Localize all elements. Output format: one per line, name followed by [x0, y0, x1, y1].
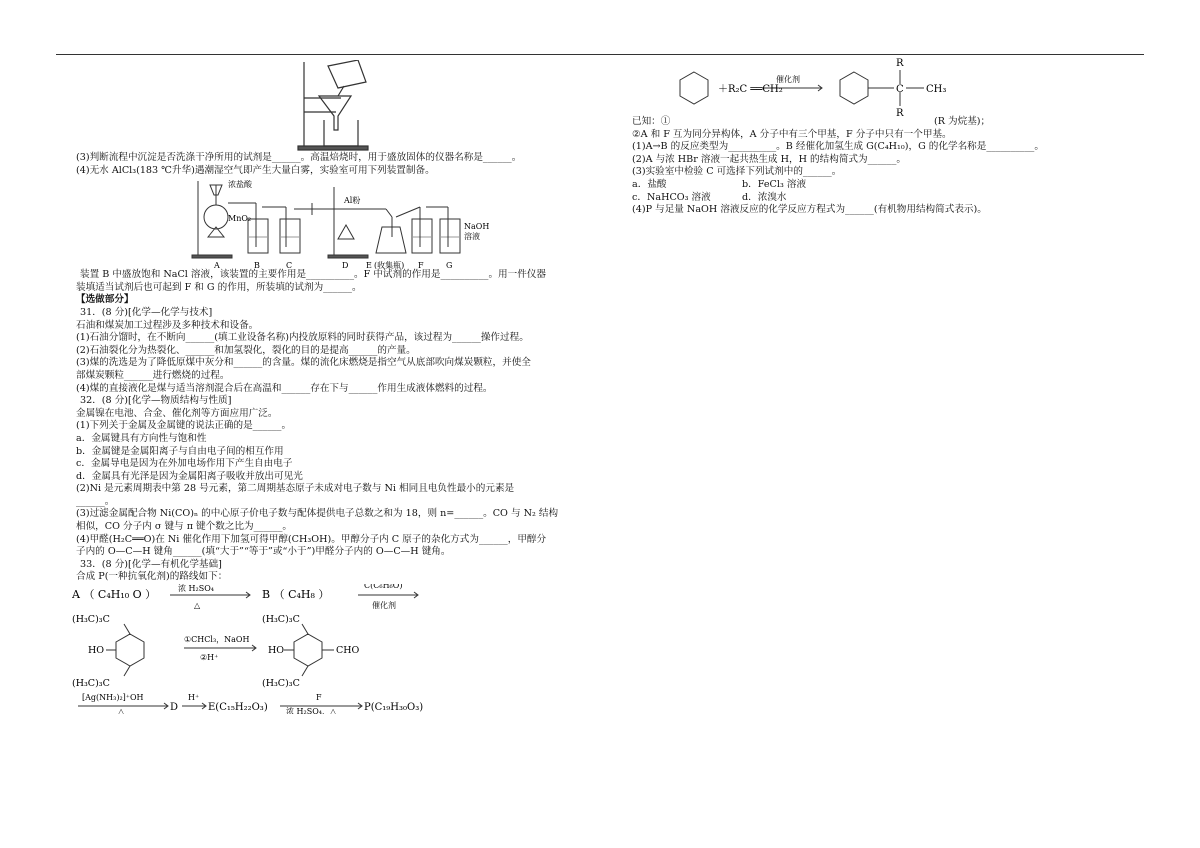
cho-label: CHO — [336, 645, 360, 657]
compound-b: B （ C₄H₈ ） — [262, 588, 330, 602]
elective-section-heading: 【选做部分】 — [76, 294, 134, 306]
right-q4: (4)P 与足量 NaOH 溶液反应的化学反应方程式为______(有机物用结构简式表示)。 — [632, 204, 987, 216]
q33-title: 33．(8 分)[化学—有机化学基础] — [80, 558, 222, 570]
q31-part2: (2)石油裂化分为热裂化、______和加氢裂化，裂化的目的是提高______的产量。 — [76, 344, 416, 356]
reagent-h-plus-2: H⁺ — [188, 693, 200, 703]
tbu-upper-1: (H₃C)₃C — [72, 614, 110, 626]
known-line2: ②A 和 F 互为同分异构体，A 分子中有三个甲基，F 分子中只有一个甲基。 — [632, 128, 952, 140]
q32-part3-line1: (3)过滤金属配合物 Ni(CO)ₙ 的中心原子价电子数与配体提供电子总数之和为 18，则 n=______。CO 与 N₂ 结构 — [76, 508, 559, 520]
reagent-tollens: [Ag(NH₃)₂]⁺OH — [82, 693, 144, 703]
q32-intro: 金属镍在电池、合金、催化剂等方面应用广泛。 — [76, 407, 278, 419]
q32-part4-line1: (4)甲醛(H₂C══O)在 Ni 催化作用下加氢可得甲醇(CH₃OH)。甲醇分子内 C 原子的杂化方式为______，甲醇分 — [76, 533, 547, 545]
q32-part2-line2: ______。 — [76, 495, 115, 507]
right-column — [632, 56, 1132, 217]
reagent-conc-h2so4-heat: 浓 H₂SO₄，△ — [286, 707, 337, 715]
q32-title: 32．(8 分)[化学—物质结构与性质] — [80, 395, 232, 407]
collector-label: (收集瓶) — [374, 261, 405, 270]
apparatus-letter-a: A — [214, 261, 220, 270]
q31-part4: (4)煤的直接液化是煤与适当溶剂混合后在高温和______存在下与______作用生成液体燃料的过程。 — [76, 382, 493, 394]
alcl3-apparatus-drawing — [76, 177, 596, 269]
apparatus-letter-e: E — [366, 261, 372, 270]
q32-option-d: d．金属具有光泽是因为金属阳离子吸收并放出可见光 — [76, 470, 303, 482]
tbu-lower-1: (H₃C)₃C — [72, 678, 110, 690]
synthesis-scheme-drawing — [72, 584, 592, 714]
apparatus-letter-g: G — [446, 261, 453, 270]
tbu-upper-2: (H₃C)₃C — [262, 614, 300, 626]
q31-intro: 石油和煤炭加工过程涉及多种技术和设备。 — [76, 319, 259, 331]
conc-hcl-label: 浓盐酸 — [228, 180, 252, 190]
compound-a: A （ C₄H₁₀ O ） — [72, 588, 157, 602]
quaternary-carbon: C — [896, 84, 904, 95]
known-catalyst-label: 催化剂 — [776, 75, 800, 84]
ho-label-2: HO — [268, 645, 285, 657]
question-4b-line2: 装填适当试剂后也可起到 F 和 G 的作用，所装填的试剂为______。 — [76, 281, 362, 293]
apparatus-letter-f: F — [418, 261, 424, 270]
header-rule — [56, 54, 1144, 55]
q32-option-c: c．金属导电是因为在外加电场作用下产生自由电子 — [76, 458, 293, 470]
known-line1 — [632, 116, 1132, 129]
filtration-apparatus-drawing — [76, 60, 596, 152]
right-q3-options-cd — [632, 192, 1132, 205]
right-q3-options-ab — [632, 179, 1132, 192]
question-4: (4)无水 AlCl₃(183 ℃升华)遇潮湿空气即产生大量白雾，实验室可用下列装置制备。 — [76, 164, 435, 176]
reagent-chcl3-naoh: ①CHCl₃，NaOH — [184, 635, 250, 645]
reagent-c: C(C₆H₆O) — [364, 584, 403, 591]
reagent-h-plus: ②H⁺ — [200, 653, 219, 663]
mno2-label: MnO₂ — [228, 214, 252, 224]
question-3: (3)判断流程中沉淀是否洗涤干净所用的试剂是______。高温焙烧时，用于盛放固体的仪器名称是______。 — [76, 152, 522, 163]
right-q3-option-a: a．盐酸 — [632, 178, 667, 190]
r-alkyl-note: (R 为烷基)； — [934, 116, 991, 127]
al-powder-label: Al粉 — [344, 196, 361, 206]
right-q1: (1)A→B 的反应类型为__________。B 经催化加氢生成 G(C₄H₁₀)，G 的化学名称是__________。 — [632, 141, 1044, 153]
right-q3-option-b: b．FeCl₃ 溶液 — [742, 178, 807, 190]
left-column — [72, 60, 596, 715]
q31-part3-line1: (3)煤的洗选是为了降低原煤中灰分和______的含量。煤的流化床燃烧是指空气从底部吹向煤炭颗粒，并使全 — [76, 357, 531, 369]
ho-label-1: HO — [88, 645, 105, 657]
heat-symbol-1: △ — [194, 601, 201, 611]
naoh-label: NaOH — [464, 222, 490, 232]
right-q3-option-c: c．NaHCO₃ 溶液 — [632, 191, 711, 203]
synthesis-scheme — [72, 584, 596, 714]
catalyst-label: 催化剂 — [372, 601, 396, 611]
substituent-r-bottom: R — [896, 108, 904, 116]
tbu-lower-2: (H₃C)₃C — [262, 678, 300, 690]
reactant-alkene: ＋R₂C ══CH₂ — [718, 84, 783, 95]
q31-part3-line2: 部煤炭颗粒______进行燃烧的过程。 — [76, 369, 230, 381]
known-reaction-drawing — [632, 56, 1132, 116]
methyl-label: CH₃ — [926, 84, 947, 95]
q31-part1: (1)石油分馏时，在不断向______(填工业设备名称)内投放原料的同时获得产品，该过程为______操作过程。 — [76, 332, 529, 344]
q32-part4-line2: 子内的 O—C—H 键角______(填“大于”“等于”或“小于”)甲醛分子内的 O—C—H 键角。 — [76, 546, 451, 558]
alcl3-apparatus-figure — [76, 177, 596, 269]
apparatus-letter-d: D — [342, 261, 349, 270]
q32-part1: (1)下列关于金属及金属键的说法正确的是______。 — [76, 420, 292, 432]
q32-option-b: b．金属键是金属阳离子与自由电子间的相互作用 — [76, 445, 284, 457]
right-q3: (3)实验室中检验 C 可选择下列试剂中的______。 — [632, 166, 842, 178]
reagent-conc-h2so4: 浓 H₂SO₄ — [178, 584, 214, 594]
right-q2: (2)A 与浓 HBr 溶液一起共热生成 H，H 的结构简式为______。 — [632, 153, 906, 165]
filtration-apparatus-figure — [76, 60, 596, 152]
known-reaction-equation — [632, 56, 1132, 116]
q33-intro: 合成 P(一种抗氧化剂)的路线如下： — [76, 571, 228, 583]
q32-part3-line2: 相似，CO 分子内 σ 键与 π 键个数之比为______。 — [76, 521, 292, 533]
heat-symbol-2: △ — [118, 707, 125, 715]
q32-option-a: a．金属键具有方向性与饱和性 — [76, 432, 207, 444]
q32-part2-line1: (2)Ni 是元素周期表中第 28 号元素，第二周期基态原子未成对电子数与 Ni 相同且电负性最小的元素是 — [76, 483, 515, 495]
apparatus-letter-c: C — [286, 261, 293, 270]
compound-p: P(C₁₉H₃₀O₃) — [364, 702, 424, 714]
compound-d: D — [170, 702, 179, 714]
compound-e: E(C₁₅H₂₂O₃) — [208, 702, 268, 714]
right-q3-option-d: d．浓溴水 — [742, 191, 787, 203]
naoh-solution-label: 溶液 — [464, 232, 480, 242]
q31-title: 31．(8 分)[化学—化学与技术] — [80, 306, 213, 318]
known-prefix: 已知：① — [632, 116, 671, 127]
question-4b-line1: 装置 B 中盛放饱和 NaCl 溶液，该装置的主要作用是__________。F 中试剂的作用是__________。用一件仪器 — [80, 269, 547, 281]
apparatus-letter-b: B — [254, 261, 260, 270]
reagent-f: F — [316, 693, 322, 703]
substituent-r-top: R — [896, 58, 904, 69]
